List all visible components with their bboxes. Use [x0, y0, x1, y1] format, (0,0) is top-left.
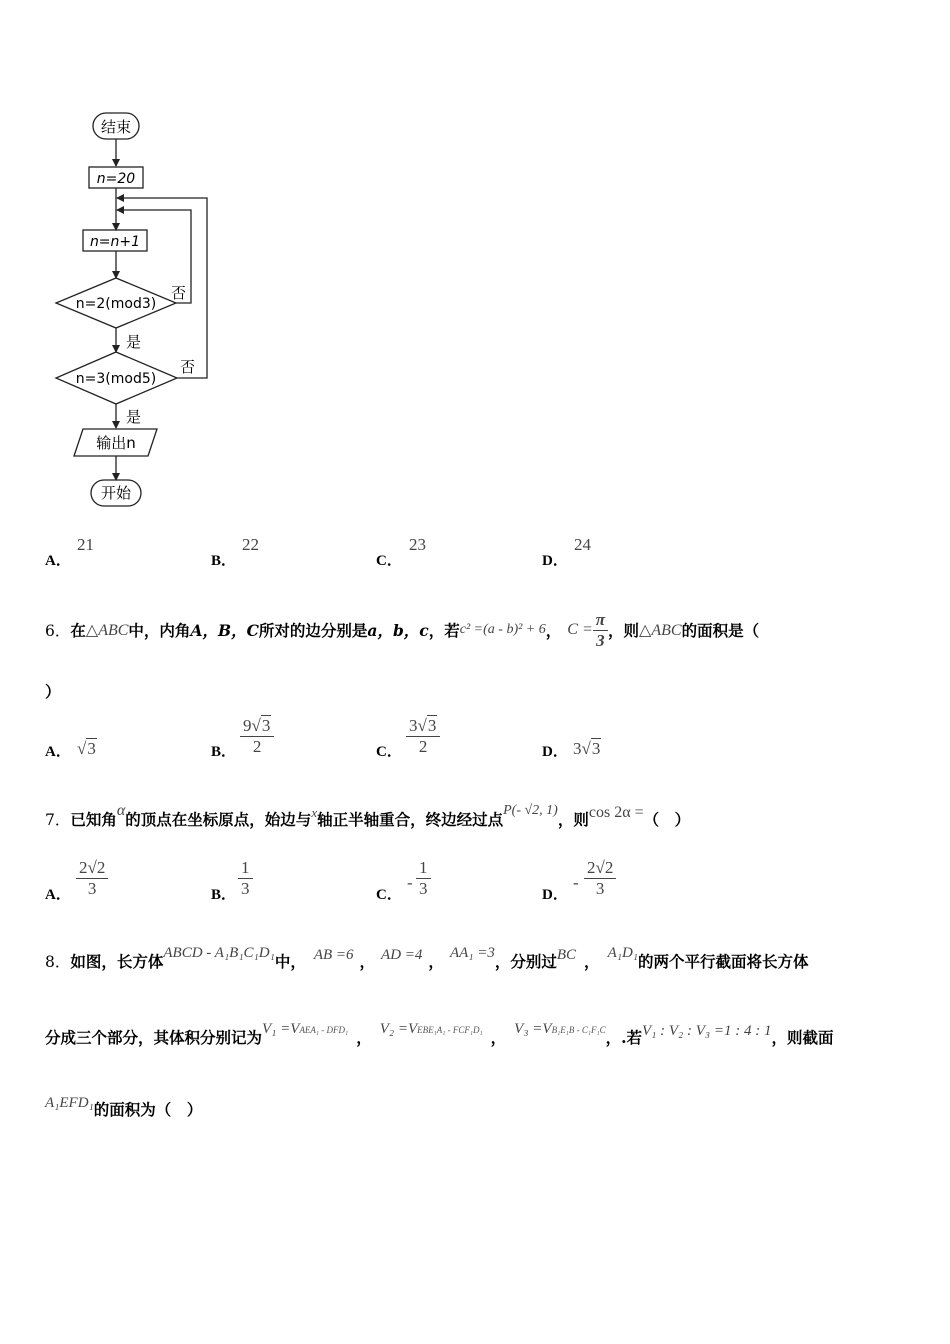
ab-length: AB =6 [313, 946, 354, 963]
option-value: 3√3 2 [406, 716, 440, 757]
question-text: 所对的边分别是 [258, 621, 368, 640]
equation-2-fraction [593, 610, 608, 651]
minus-sign: - [407, 873, 413, 892]
option-letter: D． [542, 887, 568, 903]
option-letter: A． [45, 887, 71, 903]
option-letter: B． [211, 553, 237, 569]
edge-a1d1: A₁D₁ [607, 944, 638, 961]
volume-v2: V₂ =VEBE₁A₁ - FCF₁D₁ [379, 1020, 483, 1037]
option-letter: D． [542, 553, 568, 569]
triangle-symbol: △ABC [85, 622, 129, 639]
question-text: ，分别过 [494, 952, 557, 971]
cond1-label: n=2(mod3) [75, 296, 157, 312]
question-text: 中，内角 [128, 621, 191, 640]
cond2-yes-label: 是 [126, 408, 142, 426]
option-value: 24 [574, 535, 591, 554]
question-text: 如图，长方体 [70, 952, 164, 971]
question-text: ，则 [608, 621, 640, 640]
option-value: 1 3 [238, 858, 253, 899]
fraction-denominator: 3 [596, 630, 605, 650]
point-p: P(- √2, 1) [503, 803, 558, 818]
paren-close: ） [45, 682, 61, 701]
solid-name: ABCD - A₁B₁C₁D₁ [163, 944, 275, 961]
question-number: 8． [45, 953, 71, 971]
triangle-symbol: △ABC [639, 622, 682, 639]
option-letter: B． [211, 887, 237, 903]
equation-2-lhs: C = [567, 621, 593, 638]
question-text: 在 [70, 621, 86, 640]
question-number: 6． [45, 622, 71, 640]
option-value: 9√3 2 [240, 716, 274, 757]
option-value: 23 [409, 535, 426, 554]
option-value: 22 [242, 535, 259, 554]
cond2-label: n=3(mod5) [75, 371, 157, 387]
option-letter: D． [542, 744, 568, 760]
option-value: 2√2 3 [584, 858, 616, 899]
question-text: 的面积为（ ） [93, 1100, 203, 1119]
option-value: 1 3 [416, 858, 431, 899]
cond2-no-label: 否 [180, 358, 196, 376]
option-value: 2√2 3 [76, 858, 108, 899]
question-text: 轴正半轴重合，终边经过点 [317, 810, 504, 829]
question-text: 的顶点在坐标原点，始边与 [125, 810, 312, 829]
flowchart [40, 100, 240, 520]
question-text: （ ） [643, 810, 691, 829]
question-text: 的两个平行截面将长方体 [638, 952, 809, 971]
cond1-yes-label: 是 [126, 333, 142, 351]
aa1-length: AA₁ =3 [449, 944, 495, 961]
option-letter: C． [376, 744, 402, 760]
option-letter: C． [376, 887, 402, 903]
question-text: 的面积是（ [681, 621, 760, 640]
edge-bc: BC [556, 946, 577, 963]
question-text: a，b，c [367, 621, 429, 640]
question-text: ，.若 [605, 1028, 642, 1047]
option-letter: A． [45, 744, 71, 760]
question-text: A，B，C [190, 621, 259, 640]
option-letter: B． [211, 744, 237, 760]
increment-label: n=n+1 [89, 234, 141, 250]
alpha-symbol: α [116, 802, 126, 819]
option-letter: C． [376, 553, 402, 569]
section-name: A₁EFD₁ [45, 1094, 94, 1111]
cos-expression: cos 2α = [588, 804, 644, 821]
minus-sign: - [573, 873, 579, 892]
start-label: 开始 [100, 484, 132, 502]
volume-ratio: V₁ : V₂ : V₃ =1 : 4 : 1 [642, 1022, 772, 1039]
output-label: 输出n [96, 434, 136, 452]
volume-v1: V₁ =VAEA₁ - DFD₁ [262, 1020, 349, 1037]
question-text: 已知角 [70, 810, 117, 829]
question-number: 7． [45, 811, 71, 829]
question-text: ，则 [557, 810, 589, 829]
init-label: n=20 [96, 171, 136, 187]
option-value: 21 [77, 535, 94, 554]
equation-1: c² =(a - b)² + 6 [459, 622, 546, 637]
x-variable: x [311, 805, 318, 820]
fraction-numerator: π [595, 609, 606, 629]
cond1-no-label: 否 [171, 284, 187, 302]
question-text: ，则截面 [771, 1028, 834, 1047]
question-text: ，若 [428, 621, 460, 640]
question-text: ， [545, 621, 562, 640]
question-text: 分成三个部分，其体积分别记为 [45, 1028, 263, 1047]
option-letter: A． [45, 553, 71, 569]
option-value: √3 [77, 739, 96, 758]
volume-v3: V₃ =VB₁E₁B - C₁F₁C [514, 1020, 606, 1037]
option-value: 3√3 [573, 739, 601, 758]
end-label: 结束 [100, 118, 132, 136]
ad-length: AD =4 [381, 946, 423, 963]
question-text: 中， [274, 952, 306, 971]
